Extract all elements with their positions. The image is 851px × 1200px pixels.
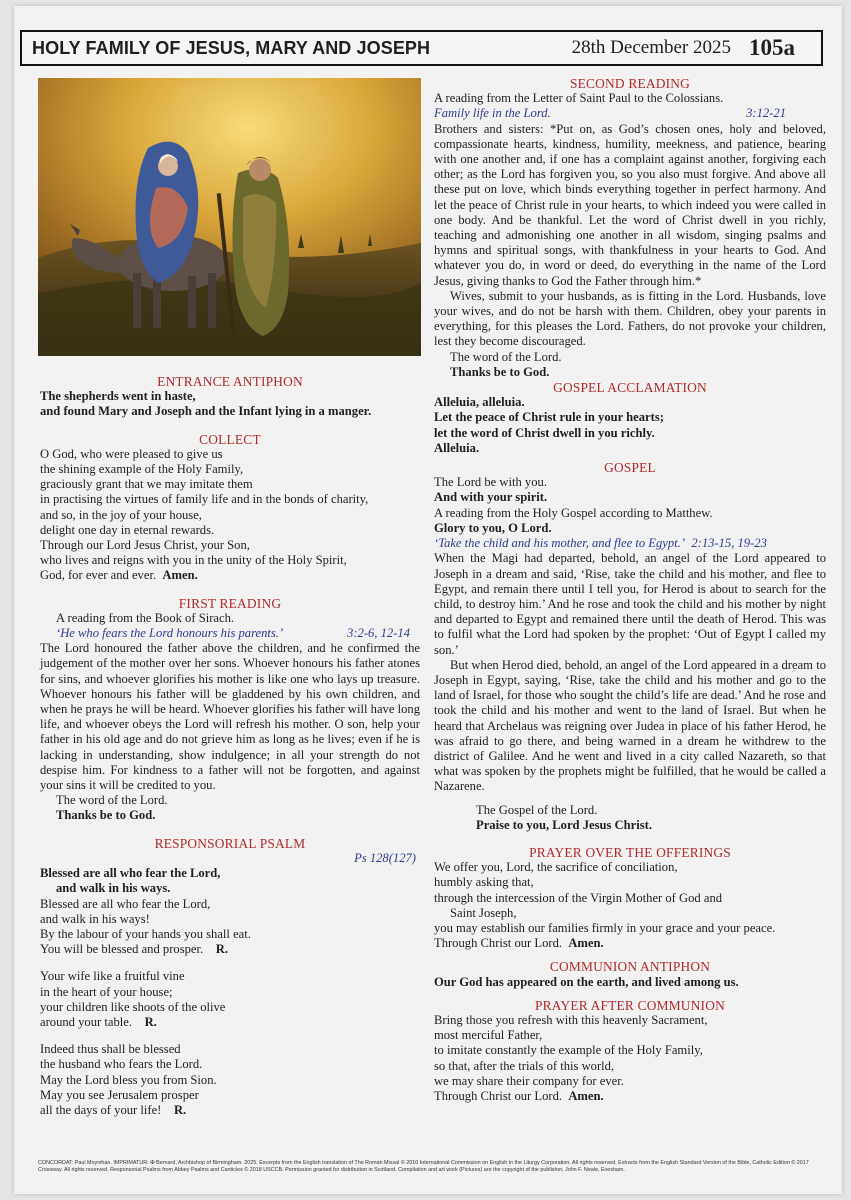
second-reading-text: Brothers and sisters: *Put on, as God’s chosen ones, holy and beloved, compassionate hearts, kindness, humility, meekness, and patience, bearing with one another and, if one has a complaint against another, forgiving each other; as the Lord has forgiven you, so you also must forgive. And above all these put on love, which binds everything together in perfect harmony. And let the peace of Christ rule in your hearts, to which indeed you were called in one body. And be thankful. Let the word of Christ dwell in you richly, teaching and admonishing one another in all wisdom, singing psalms and hymns and spiritual songs, with thankfulness in your hearts to God. And whatever you do, in word or deed, do everything in the name of the Lord Jesus, giving thanks to God the Father through him.*	[434, 121, 826, 288]
offerings-amen: Amen.	[568, 936, 604, 951]
second-reading-response: Thanks be to God.	[450, 364, 550, 379]
psalm-line: in the heart of your house;	[40, 984, 173, 999]
second-reading-intro: A reading from the Letter of Saint Paul to the Colossians.	[434, 91, 724, 106]
psalm-line: and walk in his ways!	[40, 911, 150, 926]
collect-line: the shining example of the Holy Family,	[40, 462, 244, 477]
psalm-line: Your wife like a fruitful vine	[40, 969, 185, 984]
second-reading-subtitle-row	[434, 106, 826, 121]
second-reading-text: Wives, submit to your husbands, as is fitting in the Lord. Husbands, love your wives, and do not be harsh with them. Children, obey your parents in everything, for this pleases the Lord. Fathers, do not provoke your children, lest they become discouraged.	[434, 288, 826, 349]
after-communion-line: so that, after the trials of this world,	[434, 1058, 615, 1073]
psalm-line: May the Lord bless you from Sion.	[40, 1072, 217, 1087]
second-reading-reference: 3:12-21	[746, 106, 786, 121]
gospel-acclamation-heading: GOSPEL ACCLAMATION	[553, 380, 707, 396]
after-communion-ending	[434, 1089, 826, 1104]
offerings-line: you may establish our families firmly in your grace and your peace.	[434, 920, 776, 935]
psalm-line: the husband who fears the Lord.	[40, 1057, 203, 1072]
offerings-line: through the intercession of the Virgin Mother of God and	[434, 890, 723, 905]
leaflet-header	[20, 30, 823, 66]
psalm-line: Indeed thus shall be blessed	[40, 1042, 181, 1057]
psalm-line: around your table.	[40, 1014, 132, 1029]
psalm-response-marker: R.	[215, 942, 228, 957]
communion-antiphon-text: Our God has appeared on the earth, and lived among us.	[434, 974, 739, 989]
offerings-line: We offer you, Lord, the sacrifice of conciliation,	[434, 860, 678, 875]
collect-line: O God, who were pleased to give us	[40, 446, 223, 461]
first-reading-subtitle-row	[40, 626, 420, 641]
gospel-closing: The Gospel of the Lord.	[476, 802, 598, 817]
gospel-dialogue: Glory to you, O Lord.	[434, 520, 552, 535]
entrance-line: and found Mary and Joseph and the Infant lying in a manger.	[40, 404, 372, 419]
collect-line: graciously grant that we may imitate them	[40, 477, 253, 492]
first-reading-reference: 3:2-6, 12-14	[347, 626, 410, 641]
gospel-dialogue: And with your spirit.	[434, 490, 548, 505]
psalm-line: your children like shoots of the olive	[40, 999, 226, 1014]
psalm-reference: Ps 128(127)	[354, 850, 416, 865]
after-communion-line: most merciful Father,	[434, 1028, 543, 1043]
offerings-line: Saint Joseph,	[450, 905, 517, 920]
right-column	[434, 76, 826, 1104]
psalm-line: all the days of your life!	[40, 1102, 162, 1117]
after-communion-line: we may share their company for ever.	[434, 1073, 624, 1088]
psalm-heading: RESPONSORIAL PSALM	[154, 835, 306, 851]
second-reading-subtitle: Family life in the Lord.	[434, 106, 551, 121]
gospel-subtitle: ‘Take the child and his mother, and flee to Egypt.’	[434, 536, 686, 551]
gospel-response: Praise to you, Lord Jesus Christ.	[476, 817, 652, 832]
first-reading-intro: A reading from the Book of Sirach.	[56, 610, 235, 625]
feast-title: HOLY FAMILY OF JESUS, MARY AND JOSEPH	[32, 37, 431, 58]
communion-antiphon-heading: COMMUNION ANTIPHON	[549, 959, 711, 975]
entrance-line: The shepherds went in haste,	[40, 389, 196, 404]
collect-ending	[40, 568, 420, 583]
first-reading-response: Thanks be to God.	[56, 808, 156, 823]
collect-line: and so, in the joy of your house,	[40, 507, 202, 522]
offerings-line: Through Christ our Lord.	[434, 936, 563, 951]
collect-line: who lives and reigns with you in the unity of the Holy Spirit,	[40, 553, 347, 568]
offerings-line: humbly asking that,	[434, 875, 534, 890]
psalm-response-marker: R.	[144, 1014, 157, 1029]
psalm-response-marker: R.	[173, 1102, 187, 1117]
flight-into-egypt-painting	[38, 78, 421, 356]
gospel-subtitle-row	[434, 536, 826, 551]
leaflet-number: 105a	[749, 35, 795, 60]
second-reading-closing: The word of the Lord.	[450, 349, 562, 364]
gospel-dialogue: A reading from the Holy Gospel according to Matthew.	[434, 505, 713, 520]
psalm-stanza-end	[40, 1103, 420, 1118]
painting-image	[38, 78, 421, 356]
psalm-stanza-end	[40, 1015, 420, 1030]
gospel-text: But when Herod died, behold, an angel of the Lord appeared in a dream to Joseph in Egypt, saying, ‘Rise, take the child and his mother and go to the land of Israel, for those who sought the child’s life are dead.’ And he rose and took the child and his mother and went to the land of Israel. But when he heard that Archelaus was reigning over Judea in place of his father Herod, he was afraid to go there, and being warned in a dream he withdrew to the district of Galilee. And he went and lived in a city called Nazareth, so that what was spoken by the prophets might be fulfilled, that he would be called a Nazarene.	[434, 657, 826, 794]
collect-line: Through our Lord Jesus Christ, your Son,	[40, 538, 250, 553]
psalm-response-line: Blessed are all who fear the Lord,	[40, 866, 221, 881]
gospel-dialogue: The Lord be with you.	[434, 475, 547, 490]
copyright-footer: CONCORDAT: Paul Moynihan. IMPRIMATUR: ✠ Bernard, Archbishop of Birmingham. 2025. Excerpts from the English translation of The Roman Missal © 2010 International Commission on English in the Liturgy Corporation. All rights reserved. Extracts from the English Standard Version of the Bible, Catholic Edition © 2017 Crossway. All rights reserved. Responsorial Psalms from Abbey Psalms and Canticles © 2018 USCCB. Permission granted for distribution in Scotland. Compilation and art work (Pictures) are the copyright of the publisher, John F. Neale, Evesham.	[38, 1160, 809, 1173]
first-reading-subtitle: ‘He who fears the Lord honours his parents.’	[56, 626, 284, 641]
gospel-text: When the Magi had departed, behold, an angel of the Lord appeared to Joseph in a dream and said, ‘Rise, take the child and his mother, and flee to Egypt, and remain there until I tell you, for Herod is about to search for the child, to destroy him.’ And he rose and took the child and his mother by night and departed to Egypt and remained there until the death of Herod. This was to fulfil what the Lord had spoken by the prophet: ‘Out of Egypt I called my son.’	[434, 551, 826, 657]
first-reading-closing: The word of the Lord.	[56, 793, 168, 808]
after-communion-line: to imitate constantly the example of the Holy Family,	[434, 1043, 703, 1058]
psalm-response-line: and walk in his ways.	[56, 881, 171, 896]
psalm-line: Blessed are all who fear the Lord,	[40, 896, 211, 911]
gospel-heading: GOSPEL	[604, 460, 656, 476]
after-communion-amen: Amen.	[568, 1089, 604, 1103]
collect-heading: COLLECT	[199, 431, 261, 447]
collect-line: in practising the virtues of family life and in the bonds of charity,	[40, 492, 369, 507]
collect-line: delight one day in eternal rewards.	[40, 522, 215, 537]
psalm-stanza-end	[40, 942, 420, 957]
entrance-antiphon-heading: ENTRANCE ANTIPHON	[157, 374, 303, 389]
collect-amen: Amen.	[162, 568, 198, 583]
after-communion-heading: PRAYER AFTER COMMUNION	[535, 997, 725, 1013]
psalm-line: By the labour of your hands you shall eat.	[40, 926, 251, 941]
after-communion-line: Bring those you refresh with this heavenly Sacrament,	[434, 1012, 708, 1027]
offerings-heading: PRAYER OVER THE OFFERINGS	[529, 844, 731, 860]
left-column	[40, 374, 420, 1118]
acclamation-line: Let the peace of Christ rule in your hearts;	[434, 410, 664, 425]
second-reading-heading: SECOND READING	[570, 76, 690, 91]
feast-date: 28th December 2025	[571, 37, 731, 58]
psalm-line: You will be blessed and prosper.	[40, 942, 204, 957]
offerings-ending	[434, 936, 826, 951]
collect-line: God, for ever and ever.	[40, 568, 157, 583]
gospel-reference: 2:13-15, 19-23	[691, 536, 767, 551]
acclamation-line: Alleluia.	[434, 440, 480, 455]
acclamation-line: let the word of Christ dwell in you richly.	[434, 425, 655, 440]
psalm-line: May you see Jerusalem prosper	[40, 1087, 199, 1102]
acclamation-line: Alleluia, alleluia.	[434, 395, 525, 410]
first-reading-text: The Lord honoured the father above the children, and he confirmed the judgement of the mother over her sons. Whoever honours his father atones for sins, and whoever glorifies his mother is like one who lays up treasure. Whoever honours his father will be gladdened by his own children, and when he prays he will be heard. Whoever glorifies his father will have long life, and whoever obeys the Lord will refresh his mother. O son, help your father in his old age and do not grieve him as long as he lives; even if he is lacking in understanding, show indulgence; in all your strength do not despise him. For kindness to a father will not be forgotten, and against your sins it will be credited to you.	[40, 641, 420, 793]
first-reading-heading: FIRST READING	[178, 595, 282, 611]
after-communion-line: Through Christ our Lord.	[434, 1089, 563, 1103]
